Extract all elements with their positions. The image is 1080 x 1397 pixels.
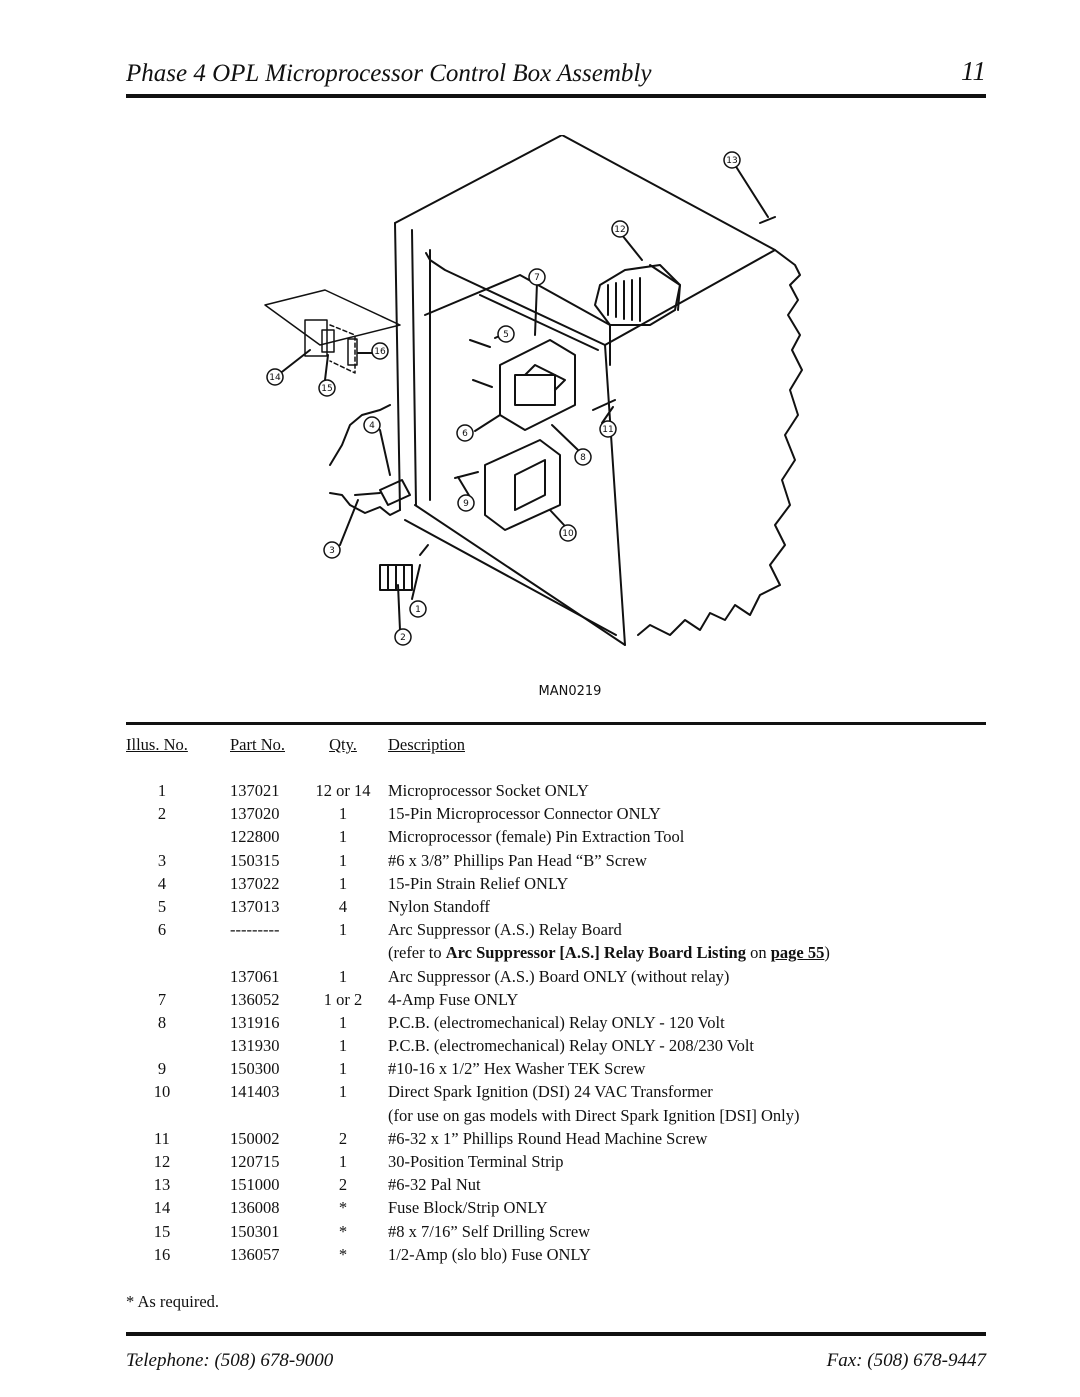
- cell-qty: *: [338, 1221, 348, 1241]
- cell-part: 137020: [230, 804, 280, 824]
- ref-prefix: (refer to: [388, 943, 446, 963]
- fax: Fax: (508) 678-9447: [826, 1350, 986, 1371]
- table-row: [126, 802, 986, 825]
- page-title: Phase 4 OPL Microprocessor Control Box Assembly: [126, 60, 652, 87]
- cell-qty: 1: [338, 1082, 348, 1102]
- cell-illus: 13: [153, 1175, 171, 1195]
- callout-16: 16: [374, 347, 386, 357]
- cell-illus: 1: [157, 781, 167, 800]
- callout-13: 13: [726, 156, 738, 166]
- table-row: [126, 779, 986, 802]
- cell-qty: *: [338, 1198, 348, 1218]
- cell-desc: 15-Pin Strain Relief ONLY: [388, 873, 569, 893]
- cell-part: 131930: [230, 1036, 280, 1056]
- cell-qty: *: [338, 1244, 348, 1264]
- cell-desc: P.C.B. (electromechanical) Relay ONLY - 120 Volt: [388, 1012, 725, 1032]
- cell-desc: #10-16 x 1/2” Hex Washer TEK Screw: [388, 1059, 646, 1079]
- callout-9: 9: [463, 499, 469, 509]
- cell-part: 151000: [230, 1175, 280, 1195]
- cell-qty: 1: [338, 804, 348, 824]
- cell-part: 150301: [230, 1221, 280, 1241]
- cell-part: 141403: [230, 1082, 280, 1102]
- cell-desc: Nylon Standoff: [388, 896, 490, 916]
- callout-4: 4: [369, 421, 375, 431]
- ref-suffix: ): [824, 943, 830, 963]
- table-row: [126, 965, 986, 988]
- telephone: Telephone: (508) 678-9000: [126, 1350, 334, 1371]
- table-row: [126, 1243, 986, 1266]
- ref-on: on: [745, 943, 771, 963]
- callout-6: 6: [462, 429, 468, 439]
- callout-15: 15: [321, 384, 333, 394]
- callout-1: 1: [415, 605, 421, 615]
- table-row: [126, 1173, 986, 1196]
- cell-desc: Arc Suppressor (A.S.) Relay Board: [388, 920, 622, 940]
- table-header-row: [126, 733, 986, 757]
- cell-part: 150300: [230, 1059, 280, 1079]
- table-row: [126, 918, 986, 941]
- cell-illus: 8: [157, 1012, 167, 1032]
- cell-part: 137013: [230, 896, 280, 916]
- cell-qty: 12 or 14: [315, 781, 371, 800]
- table-row: [126, 1034, 986, 1057]
- cell-desc: 30-Position Terminal Strip: [388, 1152, 564, 1171]
- table-row: [126, 1011, 986, 1034]
- cell-qty: 1: [338, 1152, 348, 1171]
- cell-qty: 4: [338, 896, 348, 916]
- page-number: 11: [961, 56, 986, 86]
- table-row: [126, 1220, 986, 1243]
- cell-qty: 1: [338, 850, 348, 870]
- callout-11: 11: [602, 425, 614, 435]
- cell-part: ---------: [230, 920, 280, 940]
- figure-code: MAN0219: [538, 684, 602, 699]
- cell-part: 120715: [230, 1152, 280, 1171]
- cell-illus: 15: [153, 1221, 171, 1241]
- callout-12: 12: [614, 225, 626, 235]
- table-row: [126, 849, 986, 872]
- cell-desc: 15-Pin Microprocessor Connector ONLY: [388, 804, 661, 824]
- cell-part: 136057: [230, 1244, 280, 1264]
- cell-desc: Microprocessor Socket ONLY: [388, 781, 589, 800]
- cell-qty: 1: [338, 827, 348, 847]
- header-description: Description: [388, 735, 465, 754]
- table-row: [126, 988, 986, 1011]
- cell-illus: 14: [153, 1198, 171, 1218]
- cell-qty: 2: [338, 1128, 348, 1148]
- table-row: [126, 1150, 986, 1173]
- cell-desc: #6 x 3/8” Phillips Pan Head “B” Screw: [388, 850, 647, 870]
- table-row: [126, 1196, 986, 1219]
- table-row: [126, 1104, 986, 1127]
- cell-desc: #8 x 7/16” Self Drilling Screw: [388, 1221, 591, 1241]
- cell-part: 137021: [230, 781, 280, 800]
- cell-illus: 4: [157, 873, 167, 893]
- callout-8: 8: [580, 453, 586, 463]
- cell-part: 136052: [230, 989, 280, 1009]
- cell-qty: 1: [338, 1059, 348, 1079]
- cell-part: 137061: [230, 966, 280, 986]
- control-box-diagram: [230, 135, 850, 710]
- table-row: [126, 895, 986, 918]
- table-row: [126, 1080, 986, 1103]
- cell-illus: 12: [153, 1152, 171, 1171]
- cell-illus: 6: [157, 920, 167, 940]
- cell-illus: 16: [153, 1244, 171, 1264]
- cell-qty: 1: [338, 1012, 348, 1032]
- cell-illus: 11: [154, 1128, 170, 1148]
- cell-desc: (for use on gas models with Direct Spark Ignition [DSI] Only): [388, 1105, 800, 1125]
- footer-rule: [126, 1332, 986, 1336]
- cell-desc: Direct Spark Ignition (DSI) 24 VAC Transformer: [388, 1082, 713, 1102]
- cell-desc: Fuse Block/Strip ONLY: [388, 1198, 548, 1218]
- cell-qty: 1: [338, 873, 348, 893]
- cell-part: 131916: [230, 1012, 280, 1032]
- cell-part: 122800: [230, 827, 280, 847]
- cell-part: 150002: [230, 1128, 280, 1148]
- cell-desc: 1/2-Amp (slo blo) Fuse ONLY: [388, 1244, 591, 1264]
- cell-illus: 2: [157, 804, 167, 824]
- callout-7: 7: [534, 273, 540, 283]
- cell-part: 136008: [230, 1198, 280, 1218]
- callout-10: 10: [562, 529, 574, 539]
- table-row: [126, 1127, 986, 1150]
- cell-desc: P.C.B. (electromechanical) Relay ONLY - 208/230 Volt: [388, 1036, 755, 1056]
- cell-illus: 5: [157, 896, 167, 916]
- table-row-reference: [126, 941, 986, 964]
- cell-desc: Arc Suppressor (A.S.) Board ONLY (without relay): [388, 966, 730, 986]
- cell-qty: 1: [338, 920, 348, 940]
- cell-desc: Microprocessor (female) Pin Extraction Tool: [388, 827, 685, 847]
- cell-qty: 2: [338, 1175, 348, 1195]
- page-55-link[interactable]: page 55: [770, 943, 825, 963]
- ref-listing-title: Arc Suppressor [A.S.] Relay Board Listing: [445, 943, 746, 963]
- cell-qty: 1 or 2: [323, 989, 363, 1009]
- header-rule: [126, 94, 986, 98]
- header-part-no: Part No.: [230, 735, 285, 754]
- as-required-note: * As required.: [126, 1292, 220, 1311]
- header-qty: Qty.: [329, 735, 357, 754]
- cell-illus: 3: [157, 850, 167, 870]
- cell-desc: #6-32 Pal Nut: [388, 1175, 481, 1195]
- cell-desc: 4-Amp Fuse ONLY: [388, 989, 519, 1009]
- table-top-rule: [126, 722, 986, 725]
- cell-desc: #6-32 x 1” Phillips Round Head Machine Screw: [388, 1128, 708, 1148]
- cell-part: 137022: [230, 873, 280, 893]
- cell-qty: 1: [338, 1036, 348, 1056]
- cell-illus: 7: [157, 989, 167, 1009]
- page-header: [126, 52, 986, 96]
- table-row: [126, 825, 986, 848]
- cell-illus: 10: [153, 1082, 171, 1102]
- table-row: [126, 1057, 986, 1080]
- parts-table: [126, 733, 986, 1266]
- header-illus-no: Illus. No.: [126, 735, 188, 754]
- callout-5: 5: [503, 330, 509, 340]
- callout-14: 14: [269, 373, 281, 383]
- table-row: [126, 872, 986, 895]
- callout-2: 2: [400, 633, 406, 643]
- cell-illus: 9: [157, 1059, 167, 1079]
- reference-note: [388, 941, 830, 964]
- callout-3: 3: [329, 546, 335, 556]
- cell-qty: 1: [338, 966, 348, 986]
- cell-part: 150315: [230, 850, 280, 870]
